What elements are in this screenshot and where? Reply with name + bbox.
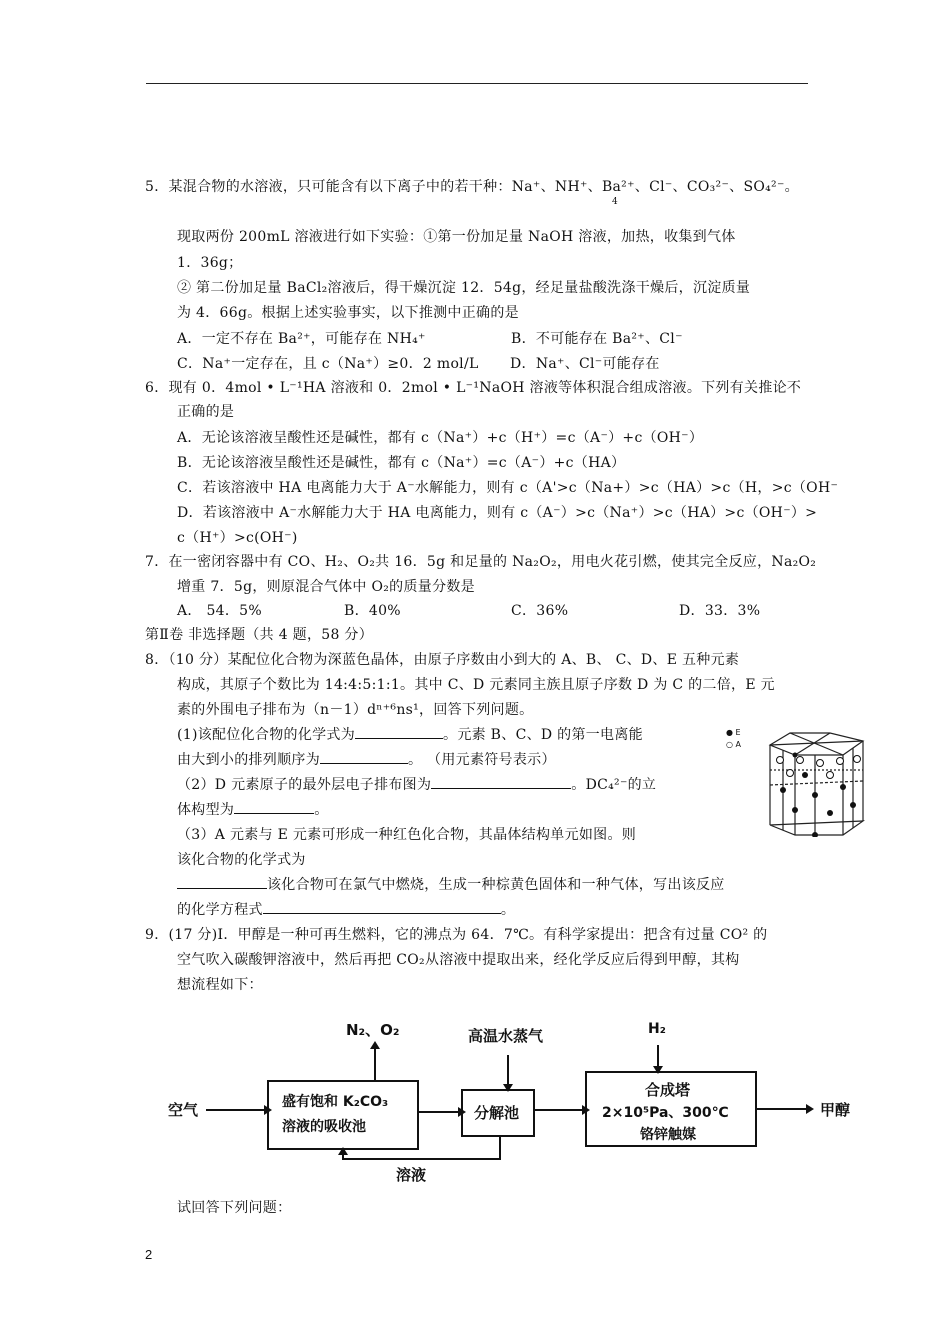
q6-option-d-line2: c（H⁺）>c(OH⁻) [177, 530, 298, 546]
q5-option-b: B．不可能存在 Ba²⁺、Cl⁻ [511, 331, 683, 347]
crystal-structure-figure [735, 725, 875, 837]
q9-line2: 空气吹入碳酸钾溶液中，然后再把 CO₂从溶液中提取出来，经化学反应后得到甲醇，其构 [177, 952, 740, 968]
flow-box3-line3: 铬锌触媒 [640, 1127, 696, 1143]
q7-option-a: A． 54．5% [177, 603, 262, 619]
answer-blank[interactable] [177, 876, 267, 889]
answer-blank[interactable] [355, 726, 443, 739]
flow-box2-label: 分解池 [474, 1104, 520, 1122]
q8-part2-line1: （2）D 元素原子的最外层电子排布图为 。DC₄²⁻的立 [177, 777, 657, 793]
header-rule [146, 83, 808, 84]
q8-part1-line2: 由大到小的排列顺序为 。 （用元素符号表示） [177, 752, 556, 768]
answer-blank[interactable] [234, 801, 314, 814]
q6-line2: 正确的是 [177, 404, 235, 420]
q7-option-b: B．40% [344, 603, 401, 619]
q8-line1: 8．（10 分）某配位化合物为深蓝色晶体，由原子序数由小到大的 A、B、 C、D、E 五种元素 [145, 652, 740, 668]
q5-line5: 为 4．66g。根据上述实验事实，以下推测中正确的是 [177, 305, 519, 321]
absorption-pool-box [268, 1081, 418, 1149]
q8-part3-line2: 该化合物的化学式为 [177, 852, 306, 868]
flow-box3-line1: 合成塔 [645, 1081, 691, 1099]
q9-line3: 想流程如下： [177, 977, 263, 993]
flow-label-h2: H₂ [648, 1021, 666, 1037]
flow-label-n2-o2: N₂、O₂ [346, 1021, 400, 1039]
flow-label-methanol: 甲醇 [820, 1101, 851, 1119]
q8-part3-line3: 该化合物可在氯气中燃烧，生成一种棕黄色固体和一种气体，写出该反应 [177, 875, 725, 895]
flow-label-steam: 高温水蒸气 [468, 1027, 544, 1045]
q5-line2: 现取两份 200mL 溶液进行如下实验：①第一份加足量 NaOH 溶液，加热，收集到气体 [177, 229, 736, 245]
q6-line1: 6．现有 0．4mol • L⁻¹HA 溶液和 0．2mol • L⁻¹NaOH 溶液等体积混合组成溶液。下列有关推论不 [145, 380, 802, 396]
q5-option-c: C．Na⁺一定存在，且 c（Na⁺）≥0．2 mol/L [177, 356, 479, 372]
crystal-legend-e: ● E [726, 728, 741, 737]
section-heading: 第Ⅱ卷 非选择题（共 4 题，58 分） [145, 627, 374, 643]
crystal-legend-a: ○ A [726, 740, 742, 749]
q8-part2-line2: 体构型为 。 [177, 802, 329, 818]
flow-box1-line2: 溶液的吸收池 [282, 1119, 366, 1135]
methanol-process-flowchart [150, 1005, 880, 1190]
answer-blank[interactable] [263, 901, 501, 914]
q5-line4: ② 第二份加足量 BaCl₂溶液后，得干燥沉淀 12．54g，经足量盐酸洗涤干燥后，沉淀质量 [177, 280, 751, 296]
q8-part1-line1: (1)该配位化合物的化学式为 。元素 B、C、D 的第一电离能 [177, 727, 643, 743]
q5-nh4-subscript: 4 [612, 197, 618, 207]
flow-label-solution: 溶液 [396, 1166, 427, 1184]
flow-box1-line1: 盛有饱和 K₂CO₃ [282, 1094, 389, 1110]
q6-option-a: A．无论该溶液呈酸性还是碱性，都有 c（Na⁺）+c（H⁺）=c（A⁻）+c（OH⁻） [177, 430, 704, 446]
answer-blank[interactable] [320, 751, 408, 764]
q8-line3: 素的外围电子排布为（n－1）dⁿ⁺⁶ns¹，回答下列问题。 [177, 702, 534, 718]
q9-after-diagram: 试回答下列问题： [177, 1200, 292, 1216]
q7-line2: 增重 7．5g，则原混合气体中 O₂的质量分数是 [177, 579, 475, 595]
q5-option-d: D．Na⁺、Cl⁻可能存在 [510, 356, 660, 372]
q9-line1: 9．(17 分)I．甲醇是一种可再生燃料，它的沸点为 64．7℃。有科学家提出：把含有过量 CO² 的 [145, 927, 768, 943]
q5-line3: 1．36g； [177, 255, 243, 271]
q6-option-c: C．若该溶液中 HA 电离能力大于 A⁻水解能力，则有 c（A'>c（Na+）>c（HA）>c（H，>c（OH⁻ [177, 480, 839, 496]
q7-line1: 7．在一密闭容器中有 CO、H₂、O₂共 16．5g 和足量的 Na₂O₂，用电火花引燃，使其完全反应，Na₂O₂ [145, 554, 817, 570]
answer-blank[interactable] [431, 776, 571, 789]
q6-option-b: B．无论该溶液呈酸性还是碱性，都有 c（Na⁺）=c（A⁻）+c（HA） [177, 455, 626, 471]
q8-part3-line1: （3）A 元素与 E 元素可形成一种红色化合物，其晶体结构单元如图。则 [177, 827, 637, 843]
flow-box3-line2: 2×10⁵Pa、300℃ [602, 1105, 729, 1121]
flow-label-air: 空气 [168, 1101, 199, 1119]
q6-option-d-line1: D．若该溶液中 A⁻水解能力大于 HA 电离能力，则有 c（A⁻）>c（Na⁺）>c（HA）>c（OH⁻）> [177, 505, 818, 521]
q8-line2: 构成，其原子个数比为 14:4:5:1:1。其中 C、D 元素同主族且原子序数 D 为 C 的二倍，E 元 [177, 677, 775, 693]
q5-line1: 5．某混合物的水溶液，只可能含有以下离子中的若干种：Na⁺、NH⁺、Ba²⁺、Cl⁻、CO₃²⁻、SO₄²⁻。 [145, 179, 799, 195]
q8-part3-line4: 的化学方程式 。 [177, 902, 516, 918]
page-number: 2 [145, 1247, 153, 1262]
q7-option-d: D．33．3% [679, 603, 761, 619]
q5-option-a: A．一定不存在 Ba²⁺，可能存在 NH₄⁺ [177, 331, 426, 347]
q7-option-c: C．36% [511, 603, 569, 619]
